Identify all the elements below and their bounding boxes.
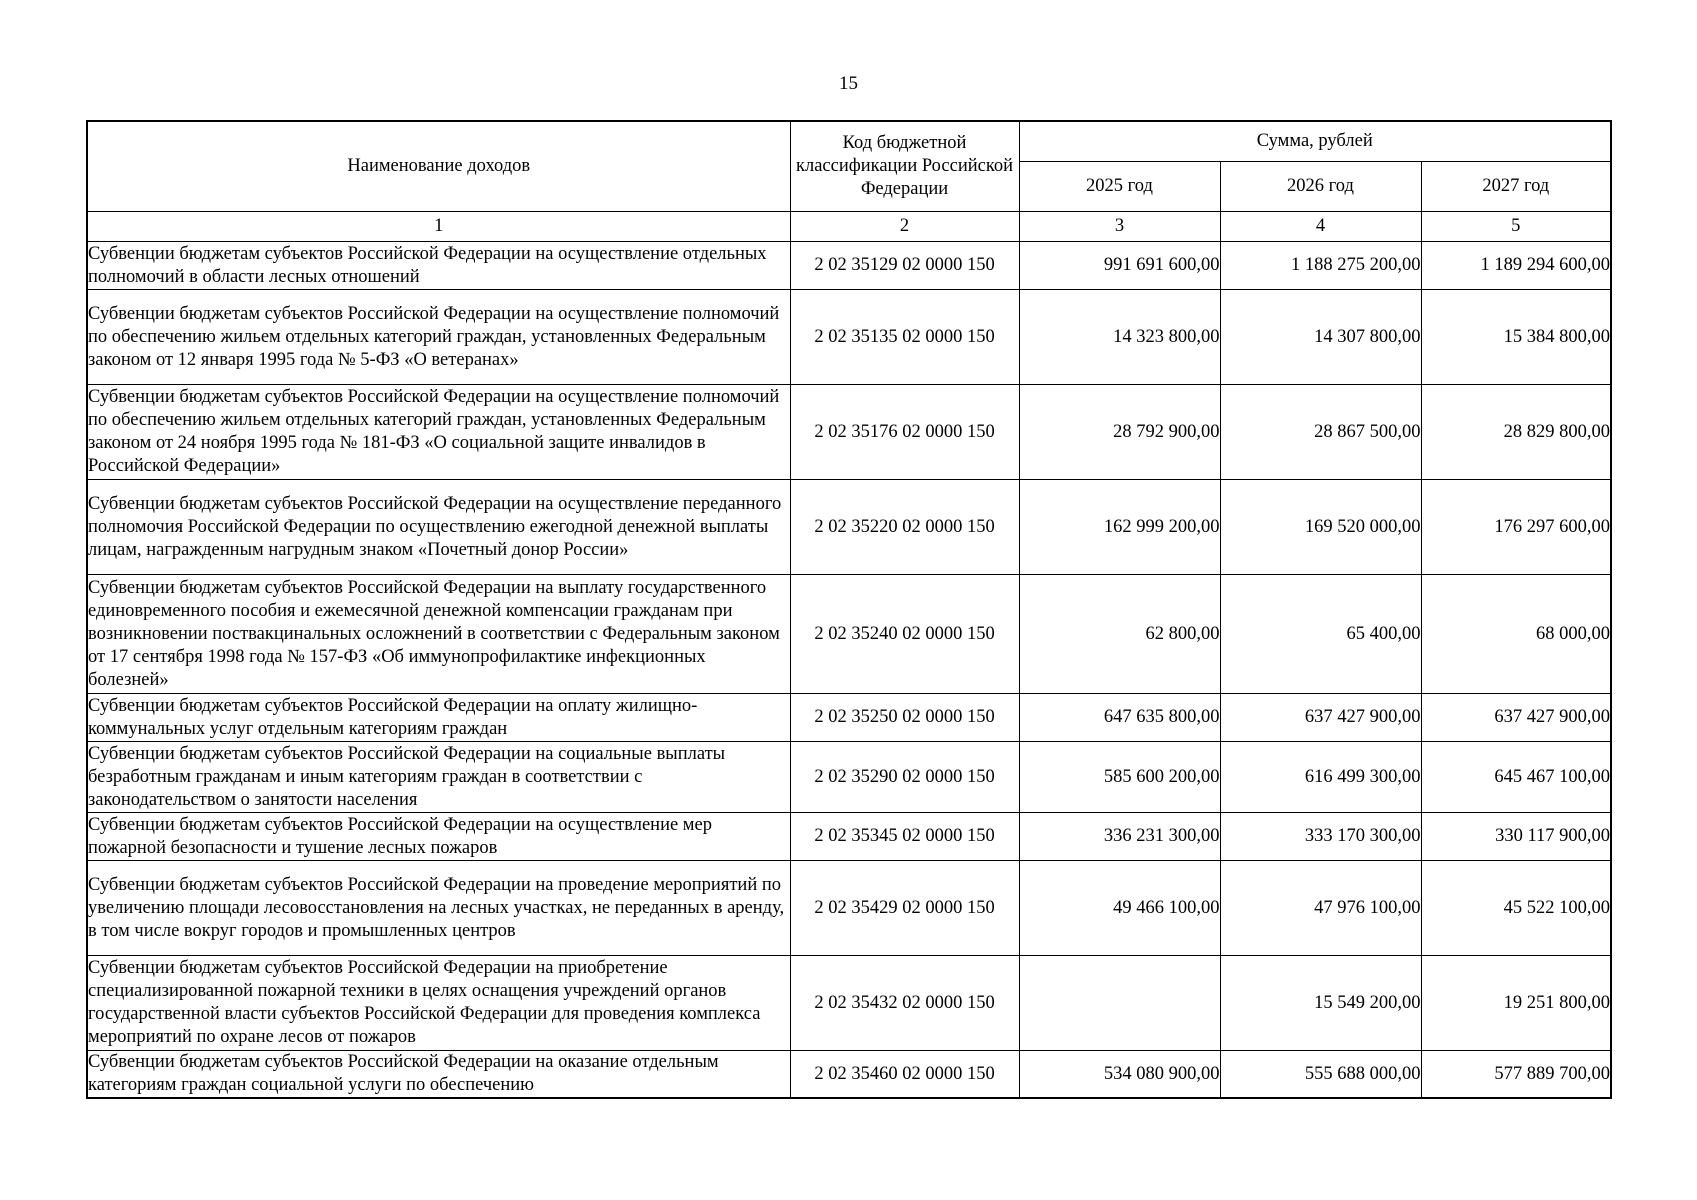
amount-2025: 28 792 900,00	[1019, 385, 1220, 480]
table-row	[87, 861, 1611, 956]
amount-2026: 637 427 900,00	[1220, 694, 1421, 742]
amount-2026: 15 549 200,00	[1220, 956, 1421, 1051]
budget-code: 2 02 35176 02 0000 150	[790, 385, 1019, 480]
budget-code: 2 02 35250 02 0000 150	[790, 694, 1019, 742]
income-name: Субвенции бюджетам субъектов Российской Федерации на оплату жилищно-коммунальных услуг отдельным категориям граждан	[87, 694, 790, 742]
table-row	[87, 813, 1611, 861]
column-number: 1	[87, 212, 790, 242]
amount-2027: 15 384 800,00	[1421, 290, 1611, 385]
budget-code: 2 02 35240 02 0000 150	[790, 575, 1019, 694]
page-number: 15	[839, 73, 858, 94]
amount-2025	[1019, 956, 1220, 1051]
column-number: 3	[1019, 212, 1220, 242]
income-name: Субвенции бюджетам субъектов Российской Федерации на осуществление полномочий по обеспечению жильем отдельных категорий граждан, установленных Федеральным законом от 24 ноября 1995 года № 181-ФЗ «О социальной защите инвалидов в Российской Федерации»	[87, 385, 790, 480]
header-year-2025: 2025 год	[1019, 162, 1220, 212]
income-name: Субвенции бюджетам субъектов Российской Федерации на осуществление переданного полномочия Российской Федерации по осуществлению ежегодной денежной выплаты лицам, награжденным нагрудным знаком «Почетный донор России»	[87, 480, 790, 575]
income-name: Субвенции бюджетам субъектов Российской Федерации на приобретение специализированной пожарной техники в целях оснащения учреждений органов государственной власти субъектов Российской Федерации для проведения комплекса мероприятий по охране лесов от пожаров	[87, 956, 790, 1051]
amount-2026: 65 400,00	[1220, 575, 1421, 694]
amount-2027: 19 251 800,00	[1421, 956, 1611, 1051]
amount-2026: 1 188 275 200,00	[1220, 242, 1421, 290]
income-name: Субвенции бюджетам субъектов Российской Федерации на социальные выплаты безработным гражданам и иным категориям граждан в соответствии с законодательством о занятости населения	[87, 742, 790, 813]
amount-2027: 176 297 600,00	[1421, 480, 1611, 575]
column-number: 5	[1421, 212, 1611, 242]
header-sum: Сумма, рублей	[1019, 121, 1611, 162]
budget-code: 2 02 35432 02 0000 150	[790, 956, 1019, 1051]
table-row	[87, 694, 1611, 742]
income-table	[86, 120, 1612, 1099]
budget-code: 2 02 35135 02 0000 150	[790, 290, 1019, 385]
amount-2025: 162 999 200,00	[1019, 480, 1220, 575]
amount-2025: 49 466 100,00	[1019, 861, 1220, 956]
budget-code: 2 02 35429 02 0000 150	[790, 861, 1019, 956]
budget-code: 2 02 35290 02 0000 150	[790, 742, 1019, 813]
income-name: Субвенции бюджетам субъектов Российской Федерации на оказание отдельным категориям граждан социальной услуги по обеспечению	[87, 1051, 790, 1099]
amount-2025: 585 600 200,00	[1019, 742, 1220, 813]
table-row	[87, 575, 1611, 694]
table-row	[87, 1051, 1611, 1099]
amount-2026: 616 499 300,00	[1220, 742, 1421, 813]
amount-2027: 330 117 900,00	[1421, 813, 1611, 861]
amount-2027: 45 522 100,00	[1421, 861, 1611, 956]
column-number: 2	[790, 212, 1019, 242]
amount-2025: 14 323 800,00	[1019, 290, 1220, 385]
amount-2026: 14 307 800,00	[1220, 290, 1421, 385]
header-year-2027: 2027 год	[1421, 162, 1611, 212]
budget-code: 2 02 35129 02 0000 150	[790, 242, 1019, 290]
column-number: 4	[1220, 212, 1421, 242]
table-row	[87, 242, 1611, 290]
amount-2027: 645 467 100,00	[1421, 742, 1611, 813]
table-row	[87, 290, 1611, 385]
amount-2026: 555 688 000,00	[1220, 1051, 1421, 1099]
header-budget-code: Код бюджетной классификации Российской Федерации	[790, 121, 1019, 212]
income-name: Субвенции бюджетам субъектов Российской Федерации на осуществление отдельных полномочий в области лесных отношений	[87, 242, 790, 290]
amount-2027: 637 427 900,00	[1421, 694, 1611, 742]
header-year-2026: 2026 год	[1220, 162, 1421, 212]
amount-2025: 336 231 300,00	[1019, 813, 1220, 861]
amount-2026: 169 520 000,00	[1220, 480, 1421, 575]
amount-2025: 62 800,00	[1019, 575, 1220, 694]
income-name: Субвенции бюджетам субъектов Российской Федерации на проведение мероприятий по увеличению площади лесовосстановления на лесных участках, не переданных в аренду, в том числе вокруг городов и промышленных центров	[87, 861, 790, 956]
budget-code: 2 02 35345 02 0000 150	[790, 813, 1019, 861]
budget-code: 2 02 35220 02 0000 150	[790, 480, 1019, 575]
income-name: Субвенции бюджетам субъектов Российской Федерации на осуществление мер пожарной безопасности и тушение лесных пожаров	[87, 813, 790, 861]
amount-2026: 333 170 300,00	[1220, 813, 1421, 861]
amount-2025: 534 080 900,00	[1019, 1051, 1220, 1099]
income-name: Субвенции бюджетам субъектов Российской Федерации на выплату государственного единовременного пособия и ежемесячной денежной компенсации гражданам при возникновении поствакцинальных осложнений в соответствии с Федеральным законом от 17 сентября 1998 года № 157-ФЗ «Об иммунопрофилактике инфекционных болезней»	[87, 575, 790, 694]
table-row	[87, 385, 1611, 480]
table-row	[87, 480, 1611, 575]
column-number-row	[87, 212, 1611, 242]
amount-2025: 647 635 800,00	[1019, 694, 1220, 742]
income-name: Субвенции бюджетам субъектов Российской Федерации на осуществление полномочий по обеспечению жильем отдельных категорий граждан, установленных Федеральным законом от 12 января 1995 года № 5-ФЗ «О ветеранах»	[87, 290, 790, 385]
header-income-name: Наименование доходов	[87, 121, 790, 212]
amount-2025: 991 691 600,00	[1019, 242, 1220, 290]
table-row	[87, 742, 1611, 813]
amount-2026: 28 867 500,00	[1220, 385, 1421, 480]
amount-2027: 577 889 700,00	[1421, 1051, 1611, 1099]
budget-code: 2 02 35460 02 0000 150	[790, 1051, 1019, 1099]
amount-2027: 28 829 800,00	[1421, 385, 1611, 480]
amount-2026: 47 976 100,00	[1220, 861, 1421, 956]
amount-2027: 1 189 294 600,00	[1421, 242, 1611, 290]
table-row	[87, 956, 1611, 1051]
amount-2027: 68 000,00	[1421, 575, 1611, 694]
